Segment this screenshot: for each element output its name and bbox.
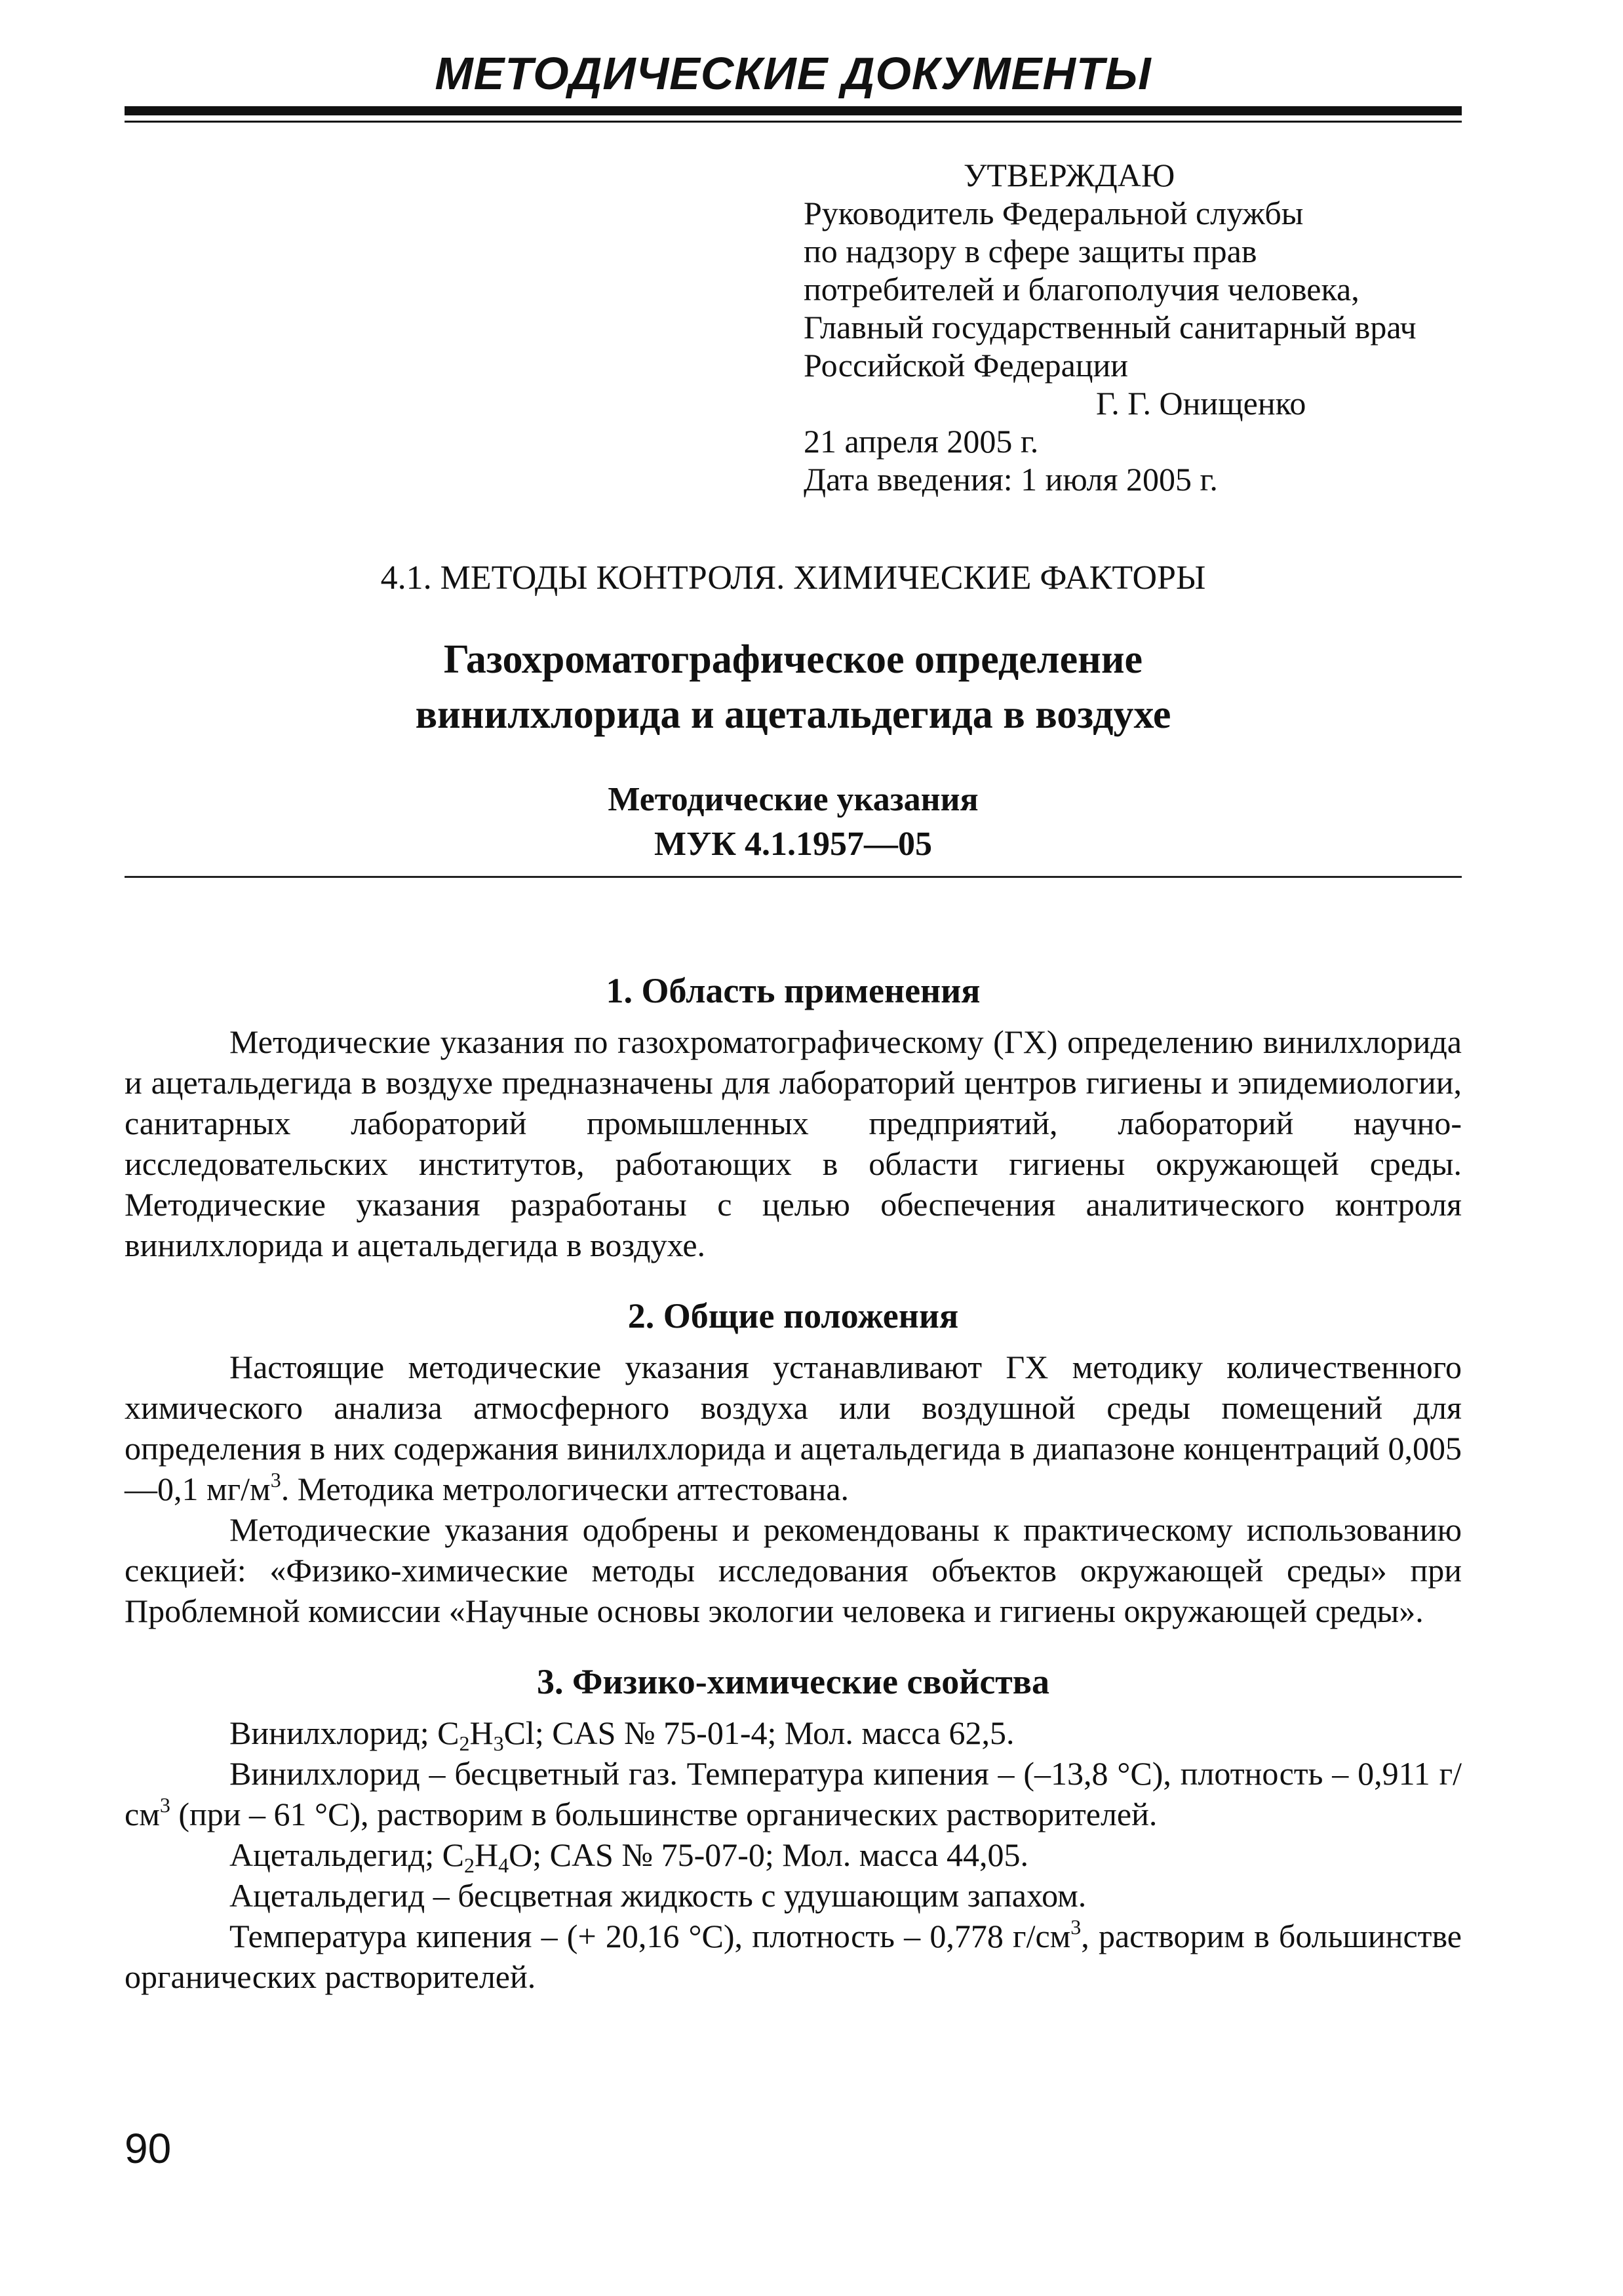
superscript: 3 [1070,1915,1082,1939]
title-divider [125,876,1462,878]
approval-line: потребителей и благополучия человека, [804,271,1359,307]
section-heading: 1. Область применения [606,971,981,1010]
superscript: 3 [159,1793,170,1817]
approval-line: Руководитель Федеральной службы [804,195,1304,231]
text-run: H [469,1714,494,1751]
running-header-title: МЕТОДИЧЕСКИЕ ДОКУМЕНТЫ [435,48,1152,99]
document-title [125,632,1462,742]
text-run: . Методика метрологически аттестована. [281,1471,850,1507]
effective-date: Дата введения: 1 июля 2005 г. [804,461,1218,498]
document-code: МУК 4.1.1957—05 [654,825,932,863]
approval-signer: Г. Г. Онищенко [1096,385,1306,422]
document-type-label: Методические указания [608,781,979,818]
text-run: Cl; CAS № 75-01-4; Мол. масса 62,5. [503,1714,1015,1751]
header-rule-thick [125,106,1462,115]
text-run: Винилхлорид; C [229,1714,460,1751]
paragraph [125,1712,1462,1753]
superscript: 3 [270,1468,281,1492]
paragraph: Методические указания одобрены и рекомендованы к практическому использованию секцией: «Физико-химические методы исследования объектов окружающей среды» при Проблемной комиссии «Научные основы экологии человека и гигиены окружающей среды». [125,1511,1462,1629]
document-title-line: винилхлорида и ацетальдегида в воздухе [415,692,1171,737]
text-run: (при – 61 °С), растворим в большинстве органических растворителей. [170,1796,1158,1832]
text-run: Винилхлорид – бесцветный газ. Температура кипения – (–13,8 °С), плотность – 0,911 г/см [125,1755,1462,1832]
approval-date: 21 апреля 2005 г. [804,423,1039,460]
subscript: 4 [498,1853,509,1877]
subscript: 2 [463,1853,475,1877]
subscript: 3 [493,1732,504,1755]
text-run: , растворим в большинстве органических растворителей. [125,1918,1462,1995]
page-number: 90 [125,2125,172,2172]
paragraph: Ацетальдегид – бесцветная жидкость с удушающим запахом. [229,1877,1087,1914]
approval-line: Главный государственный санитарный врач [804,309,1417,346]
document-title-line: Газохроматографическое определение [443,637,1143,682]
approval-block [804,156,1459,498]
text-run: Настоящие методические указания устанавливают ГХ методику количественного химического анализа атмосферного воздуха или воздушной среды помещений для определения в них содержания винилхлорида и ацетальдегида в диапазоне концентраций 0,005—0,1 мг/м [125,1349,1462,1507]
body-content [125,970,1462,2027]
approval-line: по надзору в сфере защиты прав [804,233,1257,269]
text-run: H [474,1836,499,1873]
text-run: Ацетальдегид; C [229,1836,464,1873]
section-heading: 3. Физико-химические свойства [537,1662,1049,1701]
section-heading: 2. Общие положения [627,1296,959,1336]
paragraph: Методические указания по газохроматографическому (ГХ) определению винилхлорида и ацетальдегида в воздухе предназначены для лабораторий центров гигиены и эпидемиологии, санитарных лабораторий промышленных предприятий, лабораторий научно-исследовательских институтов, работающих в области гигиены окружающей среды. Методические указания разработаны с целью обеспечения аналитического контроля винилхлорида и ацетальдегида в воздухе. [125,1023,1462,1263]
approval-line: Российской Федерации [804,347,1129,384]
approval-heading: УТВЕРЖДАЮ [964,157,1175,193]
paragraph [125,1916,1462,1997]
paragraph [125,1753,1462,1834]
section-general [125,1296,1462,1631]
section-scope [125,970,1462,1265]
subscript: 2 [459,1732,470,1755]
category-heading: 4.1. МЕТОДЫ КОНТРОЛЯ. ХИМИЧЕСКИЕ ФАКТОРЫ [380,559,1206,597]
paragraph [125,1347,1462,1509]
section-properties [125,1661,1462,1997]
paragraph [125,1834,1462,1875]
header-rule-thin [125,121,1462,123]
text-run: Температура кипения – (+ 20,16 °С), плотность – 0,778 г/см [229,1918,1071,1954]
document-type [125,778,1462,867]
text-run: O; CAS № 75-07-0; Мол. масса 44,05. [509,1836,1028,1873]
